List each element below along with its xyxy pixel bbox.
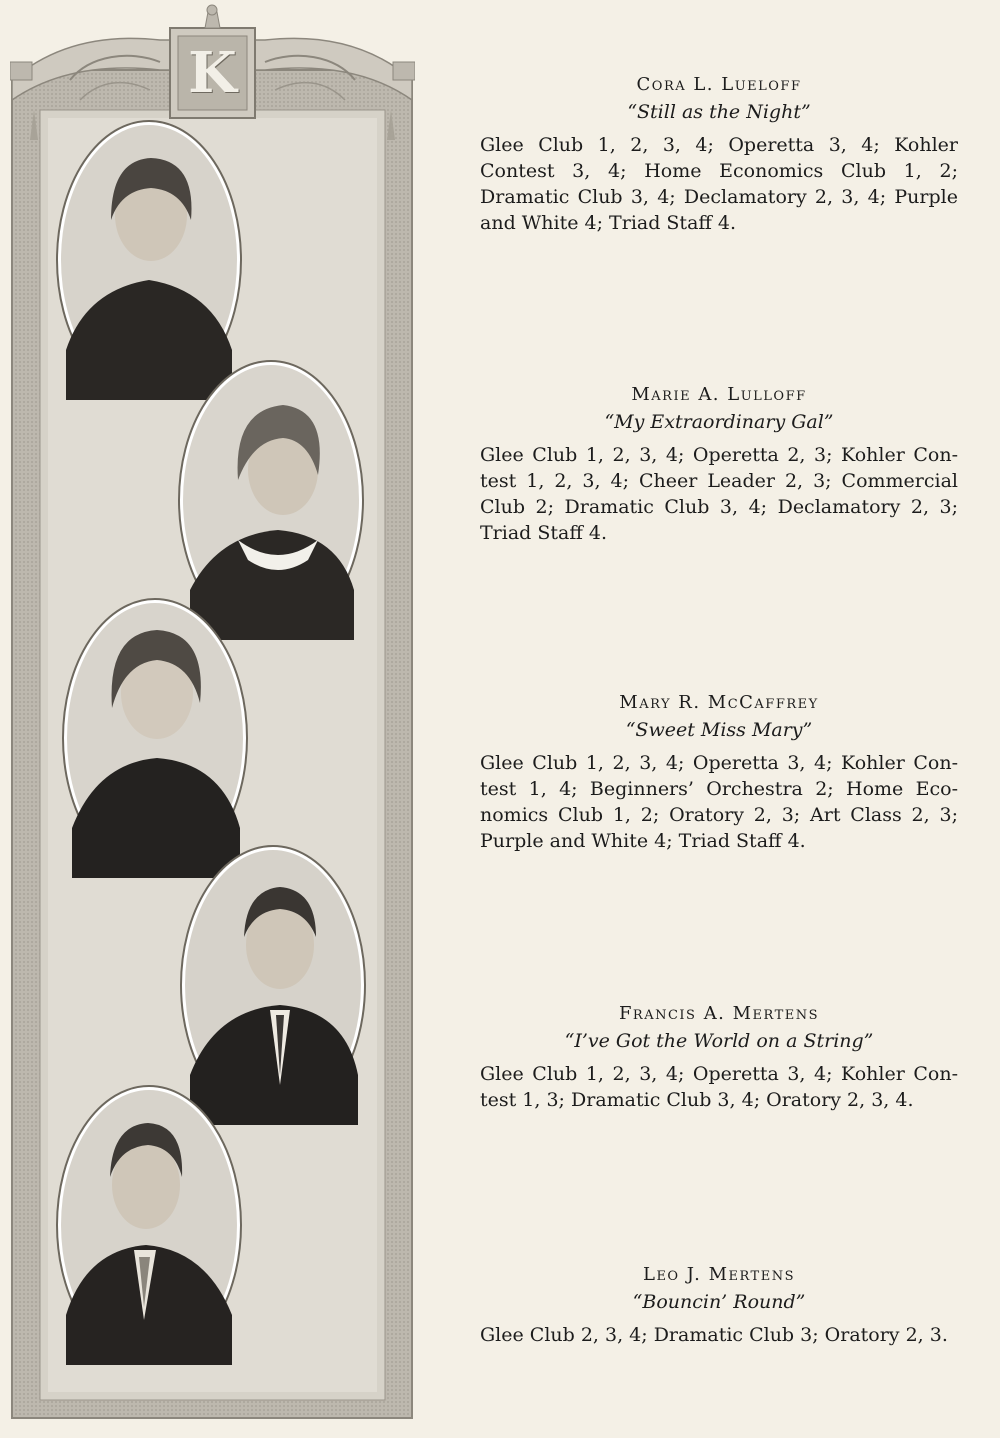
entry-marie-lulloff [480,382,958,546]
entry-cora-lueloff [480,72,958,236]
entry-francis-mertens [480,1001,958,1113]
portrait-cora-lueloff [56,120,242,400]
student-name: Cora L. Lueloff [636,74,802,95]
section-letter: K [188,40,237,106]
portrait-francis-mertens [180,845,366,1125]
entry-mary-mccaffrey [480,690,958,854]
student-nickname: “Still as the Night” [627,101,811,123]
photo-column [10,0,415,1420]
student-activities: Glee Club 1, 2, 3, 4; Operetta 3, 4; Kohler Contest 1, 4; Beginners’ Orchestra 2; Home Economics Club 1, 2; Oratory 2, 3; Art Class 2, 3; Purple and White 4; Triad Staff 4. [480,752,958,852]
student-nickname: “My Extraordinary Gal” [604,411,834,433]
entry-leo-mertens [480,1262,958,1348]
student-name: Marie A. Lulloff [631,384,807,405]
student-nickname: “Bouncin’ Round” [632,1291,806,1313]
student-nickname: “I’ve Got the World on a String” [564,1030,874,1052]
student-name: Francis A. Mertens [618,1003,820,1024]
student-name: Leo J. Mertens [642,1264,795,1285]
portrait-mary-mccaffrey [62,598,248,878]
student-activities: Glee Club 1, 2, 3, 4; Operetta 2, 3; Kohler Contest 1, 2, 3, 4; Cheer Leader 2, 3; Commercial Club 2; Dramatic Club 3, 4; Declamatory 2, 3; Triad Staff 4. [480,444,958,544]
student-name: Mary R. McCaffrey [619,692,819,713]
student-activities: Glee Club 1, 2, 3, 4; Operetta 3, 4; Kohler Contest 1, 3; Dramatic Club 3, 4; Oratory 2, 3, 4. [480,1063,958,1111]
portrait-leo-mertens [56,1085,242,1365]
student-activities: Glee Club 1, 2, 3, 4; Operetta 3, 4; Kohler Contest 3, 4; Home Economics Club 1, 2; Dramatic Club 3, 4; Declamatory 2, 3, 4; Purple and White 4; Triad Staff 4. [480,134,958,234]
student-activities: Glee Club 2, 3, 4; Dramatic Club 3; Oratory 2, 3. [480,1324,948,1346]
student-nickname: “Sweet Miss Mary” [625,719,813,741]
